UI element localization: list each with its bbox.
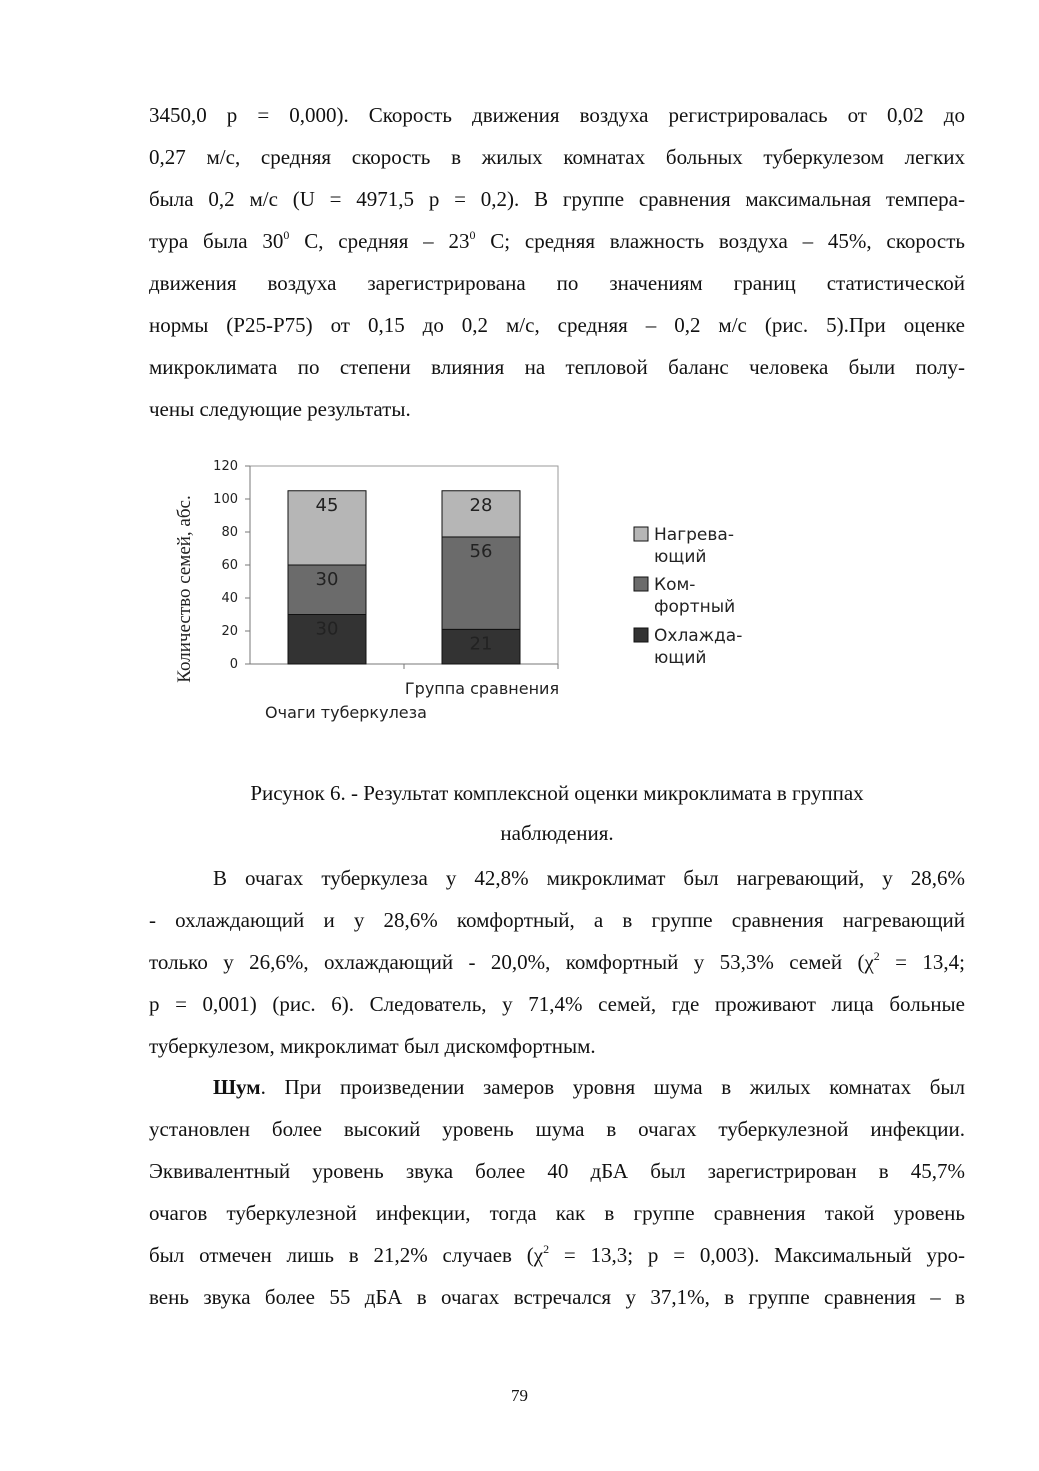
- y-tick-label: 0: [229, 657, 238, 672]
- microclimate-paragraph-line: [149, 989, 965, 1019]
- bar-value-label: 21: [469, 633, 493, 655]
- noise-paragraph-line: [149, 1240, 965, 1270]
- top-paragraph-line: [149, 184, 965, 214]
- text-run: . При произведении замеров уровня шума в жилых комнатах был: [260, 1075, 965, 1099]
- text-run: = 13,4;: [879, 950, 965, 974]
- text-run: 0,27 м/с, средняя скорость в жилых комнатах больных туберкулезом легких: [149, 145, 965, 169]
- bar-value-label: 30: [315, 618, 339, 640]
- legend-label: ющий: [654, 547, 707, 567]
- top-paragraph-line: [149, 142, 965, 172]
- text-run: В очагах туберкулеза у 42,8% микроклимат был нагревающий, у 28,6%: [213, 866, 965, 890]
- stacked-bar-chart: [168, 455, 788, 730]
- text-run: чены следующие результаты.: [149, 397, 411, 421]
- legend-swatch: [634, 577, 648, 591]
- top-paragraph-line: [149, 310, 965, 340]
- bold-term: Шум: [213, 1075, 261, 1099]
- y-tick-label: 120: [213, 459, 238, 474]
- text-run: С, средняя – 23: [289, 229, 470, 253]
- y-tick-label: 20: [221, 624, 238, 639]
- legend-label: ющий: [654, 648, 707, 668]
- text-run: С; средняя влажность воздуха – 45%, скорость: [475, 229, 965, 253]
- top-paragraph-line: [149, 352, 965, 382]
- bar-value-label: 28: [469, 494, 493, 516]
- noise-paragraph-line: [149, 1156, 965, 1186]
- text-run: только у 26,6%, охлаждающий - 20,0%, комфортный у 53,3% семей (χ: [149, 950, 874, 974]
- legend-swatch: [634, 527, 648, 541]
- noise-paragraph-line: [149, 1198, 965, 1228]
- bar-value-label: 56: [469, 540, 493, 562]
- superscript: 2: [543, 1242, 550, 1256]
- text-run: движения воздуха зарегистрирована по значениям границ статистической: [149, 271, 965, 295]
- superscript: 0: [283, 228, 290, 242]
- superscript: 2: [873, 949, 880, 963]
- page-number: 79: [511, 1386, 528, 1405]
- text-run: 3450,0 р = 0,000). Скорость движения воздуха регистрировалась от 0,02 до: [149, 103, 965, 127]
- text-run: Эквивалентный уровень звука более 40 дБА был зарегистрирован в 45,7%: [149, 1159, 965, 1183]
- text-run: микроклимата по степени влияния на тепловой баланс человека были полу-: [149, 355, 965, 379]
- text-run: был отмечен лишь в 21,2% случаев (χ: [149, 1243, 544, 1267]
- top-paragraph-line: [149, 268, 965, 298]
- text-run: - охлаждающий и у 28,6% комфортный, а в группе сравнения нагревающий: [149, 908, 965, 932]
- microclimate-paragraph-line: [149, 905, 965, 935]
- top-paragraph-line: [149, 100, 965, 130]
- noise-paragraph-line: [213, 1072, 965, 1102]
- bar-value-label: 30: [315, 569, 339, 590]
- y-tick-label: 60: [221, 558, 238, 573]
- x-category-label: Очаги туберкулеза: [265, 703, 427, 722]
- text-run: = 13,3; р = 0,003). Максимальный уро-: [549, 1243, 965, 1267]
- legend-label: Охлажда-: [654, 626, 743, 646]
- text-run: очагов туберкулезной инфекции, тогда как в группе сравнения такой уровень: [149, 1201, 965, 1225]
- top-paragraph-line: [149, 394, 411, 424]
- text-run: туберкулезом, микроклимат был дискомфортным.: [149, 1034, 596, 1058]
- text-run: установлен более высокий уровень шума в очагах туберкулезной инфекции.: [149, 1117, 965, 1141]
- y-tick-label: 40: [221, 591, 238, 606]
- text-run: нормы (Р25-Р75) от 0,15 до 0,2 м/с, средняя – 0,2 м/с (рис. 5).При оценке: [149, 313, 965, 337]
- text-run: вень звука более 55 дБА в очагах встречался у 37,1%, в группе сравнения – в: [149, 1285, 965, 1309]
- microclimate-paragraph-line: [149, 1031, 596, 1061]
- legend-swatch: [634, 628, 648, 642]
- legend-label: Нагрева-: [654, 525, 734, 545]
- noise-paragraph-line: [149, 1282, 965, 1312]
- text-run: р = 0,001) (рис. 6). Следователь, у 71,4% семей, где проживают лица больные: [149, 992, 965, 1016]
- microclimate-paragraph-line: [213, 863, 965, 893]
- bar-value-label: 45: [315, 494, 339, 516]
- superscript: 0: [469, 228, 476, 242]
- text-run: была 0,2 м/с (U = 4971,5 р = 0,2). В группе сравнения максимальная темпера-: [149, 187, 965, 211]
- x-category-label: Группа сравнения: [404, 679, 560, 698]
- legend-label: фортный: [654, 597, 736, 617]
- legend-label: Ком-: [654, 575, 696, 595]
- y-axis-title: Количество семей, абс.: [174, 495, 195, 683]
- caption-line-2: наблюдения.: [500, 821, 614, 845]
- y-tick-label: 80: [221, 525, 238, 540]
- caption-line-1: Рисунок 6. - Результат комплексной оценки микроклимата в группах: [250, 781, 864, 805]
- text-run: тура была 30: [149, 229, 284, 253]
- microclimate-paragraph-line: [149, 947, 965, 977]
- chart-svg: [168, 455, 788, 730]
- top-paragraph-line: [149, 226, 965, 256]
- y-tick-label: 100: [213, 492, 238, 507]
- noise-paragraph-line: [149, 1114, 965, 1144]
